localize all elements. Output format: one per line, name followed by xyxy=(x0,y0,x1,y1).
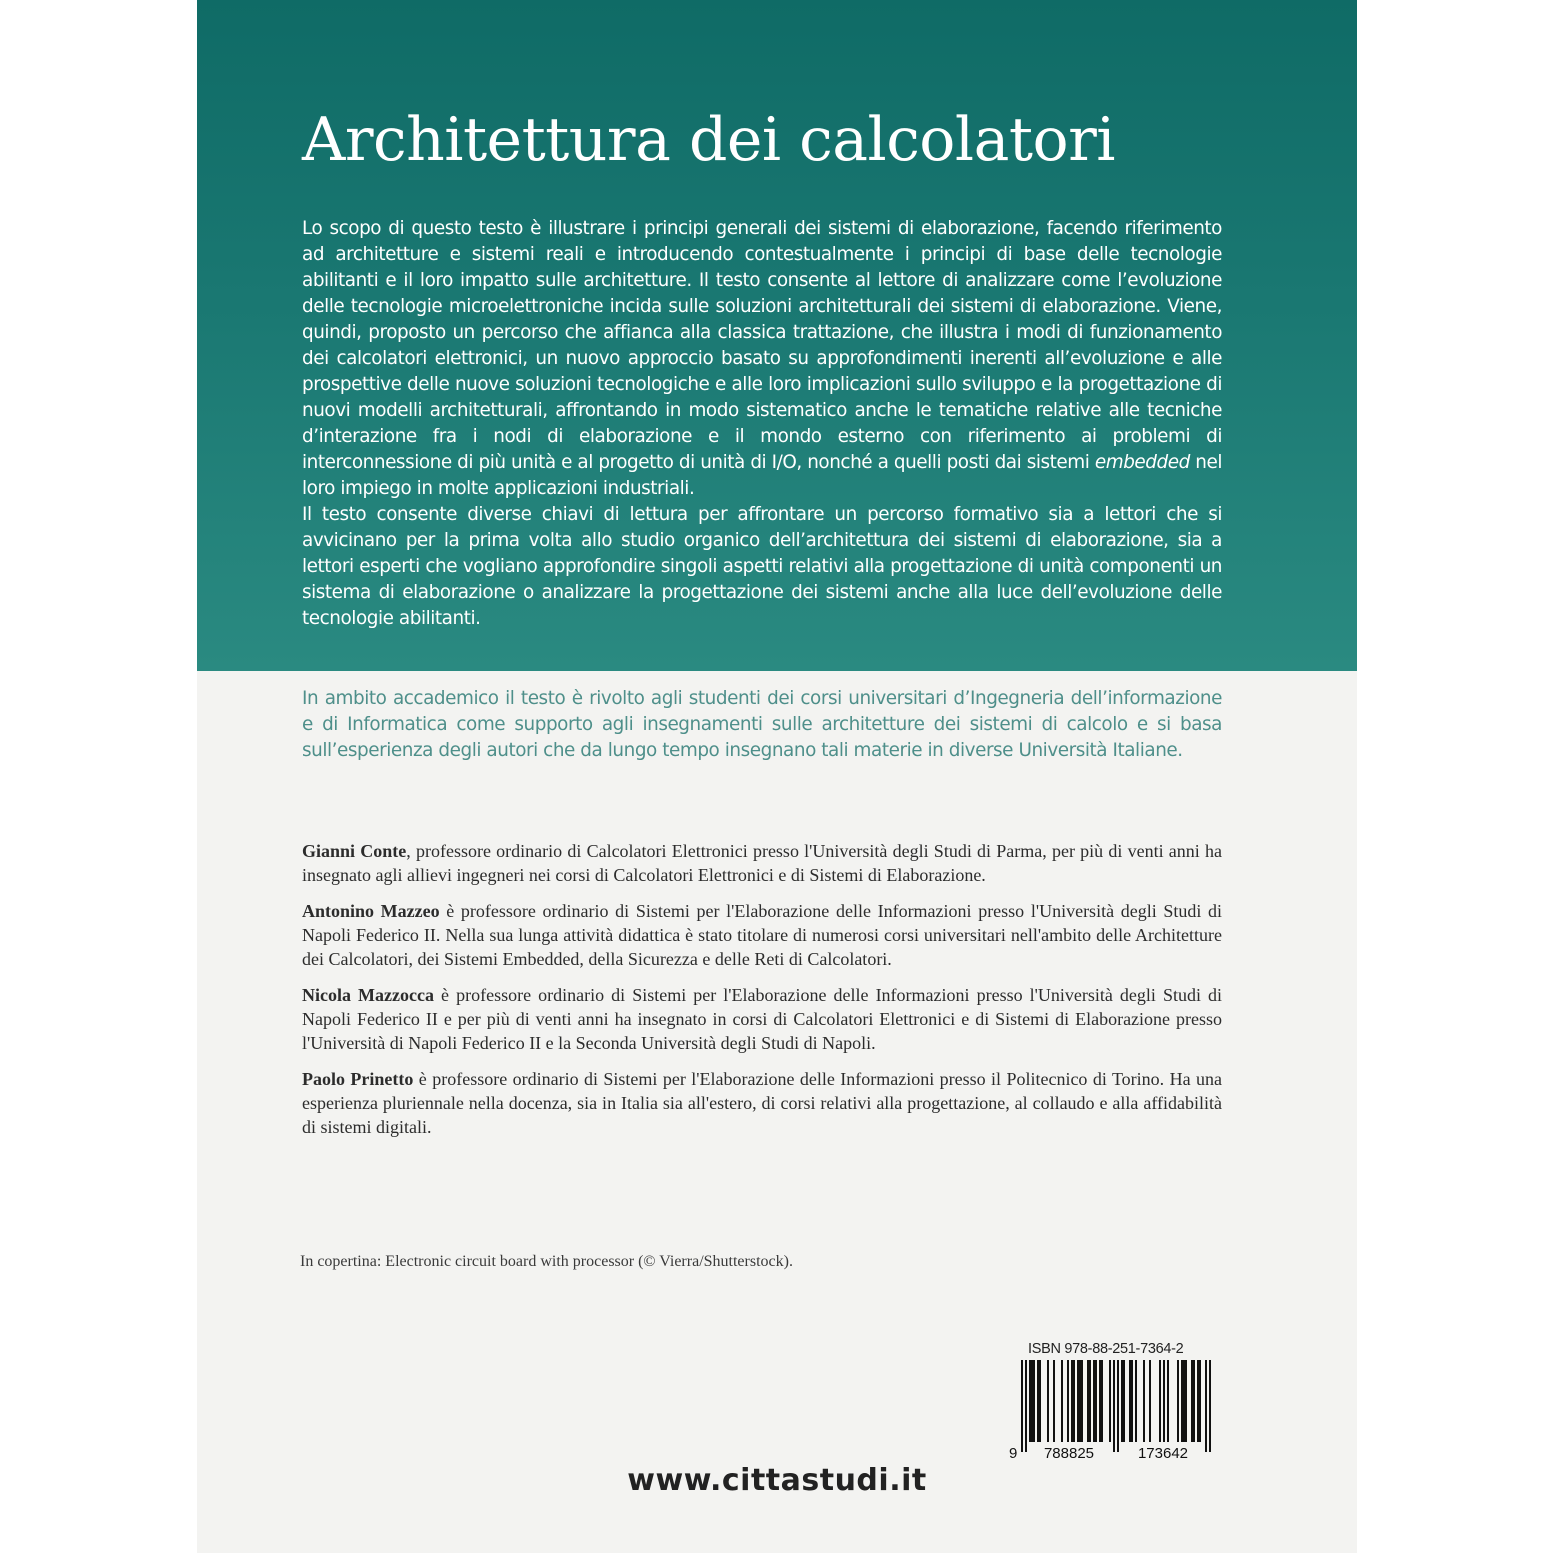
barcode-bar xyxy=(1033,1360,1035,1442)
barcode-bar xyxy=(1081,1360,1083,1442)
description-italic-term: embedded xyxy=(1094,452,1190,473)
barcode-bar xyxy=(1143,1360,1145,1442)
author-name: Antonino Mazzeo xyxy=(302,901,440,921)
barcode-bar xyxy=(1031,1360,1033,1442)
barcode-bar xyxy=(1053,1360,1055,1442)
description-text-1a: Lo scopo di questo testo è illustrare i principi generali dei sistemi di elaborazione, facendo riferimento ad architetture e sistemi reali e introducendo contestualmente i principi di base delle tecnologie abilitanti e il loro impatto sulle architetture. Il testo consente al lettore di analizzare come l’evoluzione delle tecnologie microelettroniche incida sulle soluzioni architetturali dei sistemi di elaborazione. Viene, quindi, proposto un percorso che affianca alla classica trattazione, che illustra i modi di funzionamento dei calcolatori elettronici, un nuovo approccio basato su approfondimenti inerenti all’evoluzione e alle prospettive delle nuove soluzioni tecnologiche e alle loro implicazioni sullo sviluppo e la progettazione di nuovi modelli architetturali, affrontando in modo sistematico anche le tematiche relative alle tecniche d’interazione fra i nodi di elaborazione e il mondo esterno con riferimento ai problemi di interconnessione di più unità e al progetto di unità di I/O, nonché a quelli posti dai sistemi xyxy=(302,218,1222,473)
barcode-bar xyxy=(1037,1360,1039,1442)
author-bio-text: è professore ordinario di Sistemi per l'Elaborazione delle Informazioni presso il Politecnico di Torino. Ha una esperienza pluriennale nella docenza, sia in Italia sia all'estero, di corsi relativi alla progettazione, al collaudo e alla affidabilità di sistemi digitali. xyxy=(302,1069,1222,1137)
barcode-bar xyxy=(1029,1360,1031,1442)
barcode-bar xyxy=(1121,1360,1123,1442)
publisher-url: www.cittastudi.it xyxy=(627,1463,927,1498)
barcode-bar xyxy=(1095,1360,1097,1442)
isbn-label: ISBN 978-88-251-7364-2 xyxy=(1028,1341,1184,1357)
author-name: Nicola Mazzocca xyxy=(302,985,434,1005)
barcode-bar xyxy=(1191,1360,1193,1442)
barcode-bar xyxy=(1079,1360,1081,1442)
barcode-bar xyxy=(1183,1360,1185,1442)
author-bio-text: , professore ordinario di Calcolatori Elettronici presso l'Università degli Studi di Parma, per più di venti anni ha insegnato agli allievi ingegneri nei corsi di Calcolatori Elettronici e di Sistemi di Elaborazione. xyxy=(302,841,1222,885)
barcode-bar xyxy=(1135,1360,1137,1442)
isbn-barcode xyxy=(1007,1360,1222,1460)
barcode-bar xyxy=(1209,1360,1211,1452)
author-bio xyxy=(302,899,1222,971)
barcode-bar xyxy=(1123,1360,1125,1442)
author-bio xyxy=(302,839,1222,887)
barcode-bar xyxy=(1193,1360,1195,1442)
author-bios xyxy=(302,839,1222,1151)
barcode-bar xyxy=(1077,1360,1079,1442)
barcode-digits: 9 xyxy=(1009,1445,1018,1460)
barcode-digits: 173642 xyxy=(1137,1445,1189,1460)
barcode-bar xyxy=(1205,1360,1207,1452)
barcode-bar xyxy=(1071,1360,1073,1442)
barcode-bar xyxy=(1185,1360,1187,1442)
barcode-bar xyxy=(1177,1360,1179,1442)
barcode-digits: 788825 xyxy=(1043,1445,1095,1460)
barcode-bar xyxy=(1159,1360,1161,1442)
author-name: Gianni Conte xyxy=(302,841,407,861)
barcode-bar xyxy=(1061,1360,1063,1442)
barcode-bar xyxy=(1073,1360,1075,1442)
author-name: Paolo Prinetto xyxy=(302,1069,414,1089)
book-description xyxy=(302,216,1222,632)
barcode-bar xyxy=(1117,1360,1119,1452)
barcode-bar xyxy=(1089,1360,1091,1442)
author-bio-text: è professore ordinario di Sistemi per l'Elaborazione delle Informazioni presso l'Università degli Studi di Napoli Federico II e per più di venti anni ha insegnato in corsi di Calcolatori Elettronici e di Sistemi di Elaborazione presso l'Università di Napoli Federico II e la Seconda Università degli Studi di Napoli. xyxy=(302,985,1223,1053)
academic-paragraph: In ambito accademico il testo è rivolto agli studenti dei corsi universitari d’Ingegneria dell’informazione e di Informatica come supporto agli insegnamenti sulle architetture dei sistemi di calcolo e si basa sull’esperienza degli autori che da lungo tempo insegnano tali materie in diverse Università Italiane. xyxy=(302,688,1222,761)
barcode-bar xyxy=(1109,1360,1111,1442)
book-title: Architettura dei calcolatori xyxy=(302,105,1115,175)
barcode-bar xyxy=(1047,1360,1049,1442)
barcode-bar xyxy=(1149,1360,1151,1442)
barcode-bar xyxy=(1197,1360,1199,1442)
barcode-bar xyxy=(1113,1360,1115,1452)
barcode-bar xyxy=(1093,1360,1095,1442)
author-bio-text: è professore ordinario di Sistemi per l'Elaborazione delle Informazioni presso l'Università degli Studi di Napoli Federico II. Nella sua lunga attività didattica è stato titolare di numerosi corsi universitari nell'ambito delle Architetture dei Calcolatori, dei Sistemi Embedded, della Sicurezza e delle Reti di Calcolatori. xyxy=(302,901,1223,969)
barcode-bar xyxy=(1181,1360,1183,1442)
book-back-cover xyxy=(197,0,1357,1553)
description-text-1b: nel loro impiego in molte applicazioni industriali. xyxy=(302,452,1223,499)
barcode-bar xyxy=(1167,1360,1169,1442)
barcode-bar xyxy=(1101,1360,1103,1442)
barcode-bar xyxy=(1099,1360,1101,1442)
barcode-bar xyxy=(1129,1360,1131,1442)
barcode-bar xyxy=(1021,1360,1023,1452)
barcode-bar xyxy=(1087,1360,1089,1442)
barcode-bar xyxy=(1067,1360,1069,1442)
description-paragraph-2: Il testo consente diverse chiavi di lettura per affrontare un percorso formativo sia a lettori che si avvicinano per la prima volta allo studio organico dell’architettura dei sistemi di elaborazione, sia a lettori esperti che vogliano approfondire singoli aspetti relativi alla progettazione di unità componenti un sistema di elaborazione o analizzare la progettazione dei sistemi anche alla luce dell’evoluzione delle tecnologie abilitanti. xyxy=(302,504,1222,629)
description-paragraph-1 xyxy=(302,216,1222,502)
barcode-bar xyxy=(1199,1360,1201,1442)
author-bio xyxy=(302,1067,1222,1139)
barcode-bar xyxy=(1025,1360,1027,1452)
cover-credit: In copertina: Electronic circuit board with processor (© Vierra/Shutterstock). xyxy=(300,1253,793,1270)
author-bio xyxy=(302,983,1222,1055)
barcode-bar xyxy=(1131,1360,1133,1442)
barcode-bar xyxy=(1039,1360,1041,1442)
barcode-bar xyxy=(1163,1360,1165,1442)
